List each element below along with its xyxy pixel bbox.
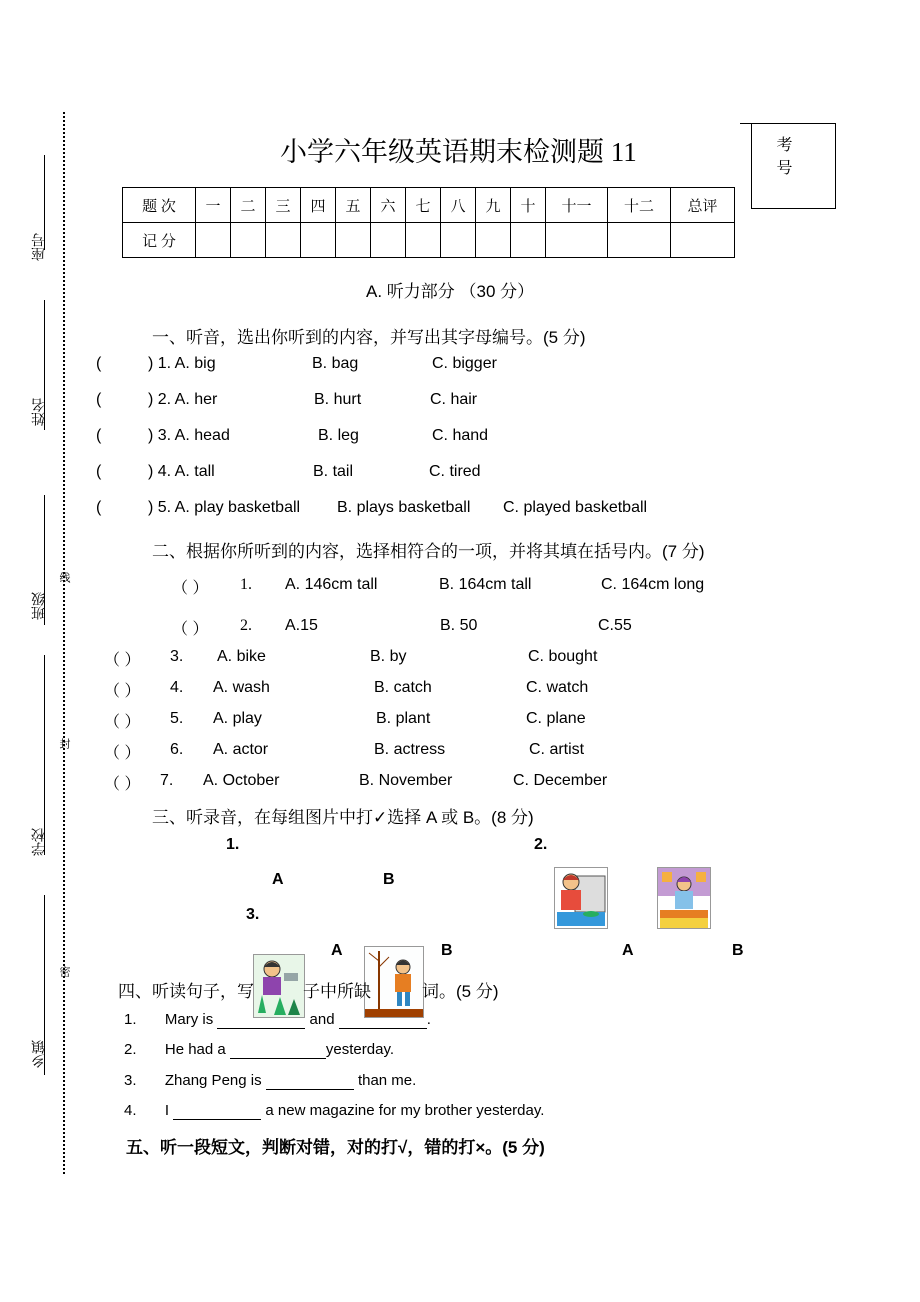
s3-g2-option-b[interactable]: B — [732, 942, 744, 959]
table-cell: 八 — [441, 188, 476, 223]
score-cell[interactable] — [231, 223, 266, 258]
s2-q3-b: B. by — [370, 648, 407, 665]
score-cell[interactable] — [336, 223, 371, 258]
exam-title: 小学六年级英语期末检测题 11 — [280, 137, 637, 167]
s1-q3-a: ) 3. A. head — [148, 427, 230, 444]
s3-group3-num: 3. — [246, 906, 260, 923]
s2-q7-num: 7. — [160, 772, 174, 789]
s2-q4-a: A. wash — [213, 679, 270, 696]
score-cell[interactable] — [671, 223, 735, 258]
score-cell[interactable] — [406, 223, 441, 258]
table-cell: 九 — [476, 188, 511, 223]
section4-heading-right: 词。(5 分) — [422, 982, 499, 1001]
s4-q3-post: than me. — [357, 1072, 417, 1089]
score-cell[interactable] — [266, 223, 301, 258]
s2-q7-a: A. October — [203, 772, 280, 789]
s1-q2-a: ) 2. A. her — [148, 391, 218, 408]
girl-computer-picture — [554, 867, 608, 929]
section1-heading: 一、听音，选出你听到的内容，并写出其字母编号。(5 分) — [152, 328, 586, 347]
table-cell: 五 — [336, 188, 371, 223]
s2-q6-c: C. artist — [529, 741, 585, 758]
s4-q4-pre: I — [164, 1102, 170, 1119]
answer-bracket[interactable]: ( — [96, 391, 102, 408]
s2-q5-c: C. plane — [526, 710, 586, 727]
s1-q4-a: ) 4. A. tall — [148, 463, 215, 480]
s2-q7-c: C. December — [513, 772, 608, 789]
s2-q2-b: B. 50 — [440, 617, 478, 634]
s1-q5-c: C. played basketball — [503, 499, 648, 516]
s4-q1-blank1[interactable] — [217, 1011, 305, 1029]
table-cell: 总评 — [671, 188, 735, 223]
score-cell[interactable] — [511, 223, 546, 258]
s4-q2-post: yesterday. — [325, 1041, 395, 1058]
table-cell: 六 — [371, 188, 406, 223]
s4-q3-pre: Zhang Peng is — [164, 1072, 262, 1089]
s2-q2-num: 2. — [240, 617, 252, 634]
score-cell[interactable] — [608, 223, 671, 258]
score-table-score-row — [123, 223, 735, 258]
part-a-title: A. 听力部分 （30 分） — [366, 282, 535, 301]
s2-q3-num: 3. — [170, 648, 184, 665]
s2-q6-num: 6. — [170, 741, 184, 758]
table-cell: 四 — [301, 188, 336, 223]
s2-q1-num: 1. — [240, 576, 252, 593]
score-table-header-row — [123, 188, 735, 223]
score-cell[interactable] — [546, 223, 608, 258]
table-cell: 十二 — [608, 188, 671, 223]
score-cell[interactable] — [476, 223, 511, 258]
table-cell: 二 — [231, 188, 266, 223]
s2-q3-c: C. bought — [528, 648, 598, 665]
woman-cooking-picture — [657, 867, 711, 929]
s2-q5-a: A. play — [213, 710, 262, 727]
answer-bracket[interactable]: ( — [96, 499, 102, 516]
table-cell: 三 — [266, 188, 301, 223]
s2-q6-a: A. actor — [213, 741, 269, 758]
s4-q2 — [124, 1041, 394, 1059]
class-label: 班级 — [30, 592, 46, 620]
seat-label: 座号 — [30, 233, 46, 261]
table-cell: 十 — [511, 188, 546, 223]
s4-q4-blank[interactable] — [173, 1102, 261, 1120]
s1-q1-a: ) 1. A. big — [148, 355, 216, 372]
s1-q4-c: C. tired — [429, 463, 481, 480]
s3-g3-option-a[interactable]: A — [331, 942, 343, 959]
section2-heading: 二、根据你所听到的内容，选择相符合的一项，并将其填在括号内。(7 分) — [152, 542, 705, 561]
answer-bracket[interactable]: （ ） — [172, 621, 209, 638]
table-cell: 题 次 — [123, 188, 196, 223]
s1-q4-b: B. tail — [313, 463, 354, 480]
s2-q4-num: 4. — [170, 679, 184, 696]
s2-q5-num: 5. — [170, 710, 184, 727]
s4-q4-post: a new magazine for my brother yesterday. — [265, 1102, 545, 1119]
s4-q2-pre: He had a — [164, 1041, 226, 1058]
section4-heading-mid: 子中所缺 — [303, 982, 371, 1001]
s3-g2-option-a[interactable]: A — [622, 942, 634, 959]
section4-heading-left: 四、听读句子，写 — [118, 982, 254, 1001]
planting-trees-picture — [364, 946, 424, 1018]
s4-q2-blank[interactable] — [230, 1041, 326, 1059]
answer-bracket[interactable]: ( — [96, 463, 102, 480]
score-cell[interactable] — [441, 223, 476, 258]
s4-q1-blank2[interactable] — [339, 1011, 427, 1029]
answer-bracket[interactable]: （ ） — [104, 652, 141, 669]
s4-q3-num: 3. — [124, 1072, 137, 1089]
s4-q4-num: 4. — [124, 1102, 137, 1119]
score-cell[interactable] — [371, 223, 406, 258]
school-line — [44, 655, 45, 855]
s2-q1-b: B. 164cm tall — [439, 576, 532, 593]
exam-number-label: 考 号 — [776, 137, 811, 177]
table-cell: 记 分 — [123, 223, 196, 258]
s2-q5-b: B. plant — [376, 710, 431, 727]
table-cell: 七 — [406, 188, 441, 223]
s3-g1-option-a[interactable]: A — [272, 871, 284, 888]
line-mark: 线 — [58, 572, 70, 583]
s3-group2-num: 2. — [534, 836, 548, 853]
binding-dotted-line — [63, 112, 65, 1174]
s4-q1-mid: and — [309, 1011, 335, 1028]
exam-number-box[interactable] — [751, 123, 836, 209]
s1-q1-c: C. bigger — [432, 355, 497, 372]
score-table — [122, 187, 735, 258]
table-cell: 一 — [196, 188, 231, 223]
s4-q1-post: . — [426, 1011, 431, 1028]
answer-bracket[interactable]: （ ） — [104, 683, 141, 700]
school-label: 学校 — [30, 828, 46, 856]
score-cell[interactable] — [196, 223, 231, 258]
s1-q3-b: B. leg — [318, 427, 359, 444]
s3-g3-option-b[interactable]: B — [441, 942, 453, 959]
s1-q2-c: C. hair — [430, 391, 478, 408]
section5-heading: 五、听一段短文，判断对错，对的打√，错的打×。(5 分) — [126, 1138, 545, 1157]
s1-q2-b: B. hurt — [314, 391, 362, 408]
answer-bracket[interactable]: （ ） — [104, 714, 141, 731]
table-cell: 十一 — [546, 188, 608, 223]
s3-g1-option-b[interactable]: B — [383, 871, 395, 888]
s4-q1-num: 1. — [124, 1011, 137, 1028]
s1-q5-a: ) 5. A. play basketball — [148, 499, 301, 516]
s2-q7-b: B. November — [359, 772, 453, 789]
s4-q3 — [124, 1072, 416, 1090]
answer-bracket[interactable]: （ ） — [104, 776, 141, 793]
watering-plants-picture — [253, 954, 305, 1018]
s4-q3-blank[interactable] — [266, 1072, 354, 1090]
s2-q1-a: A. 146cm tall — [285, 576, 378, 593]
answer-bracket[interactable]: （ ） — [172, 580, 209, 597]
town-label: 乡镇 — [30, 1040, 46, 1068]
answer-bracket[interactable]: （ ） — [104, 745, 141, 762]
name-label: 姓名 — [30, 398, 46, 426]
s2-q6-b: B. actress — [374, 741, 446, 758]
s4-q1-pre: Mary is — [164, 1011, 214, 1028]
secret-mark: 密 — [58, 966, 70, 977]
s1-q5-b: B. plays basketball — [337, 499, 471, 516]
s2-q4-b: B. catch — [374, 679, 432, 696]
s3-group1-num: 1. — [226, 836, 240, 853]
s2-q1-c: C. 164cm long — [601, 576, 705, 593]
s4-q2-num: 2. — [124, 1041, 137, 1058]
score-cell[interactable] — [301, 223, 336, 258]
s4-q1 — [124, 1011, 431, 1029]
answer-bracket[interactable]: ( — [96, 427, 102, 444]
section3-heading: 三、听录音，在每组图片中打✓选择 A 或 B。(8 分) — [152, 808, 534, 827]
s2-q2-c: C.55 — [598, 617, 632, 634]
s2-q2-a: A.15 — [285, 617, 318, 634]
answer-bracket[interactable]: ( — [96, 355, 102, 372]
s1-q3-c: C. hand — [432, 427, 489, 444]
s2-q3-a: A. bike — [217, 648, 266, 665]
s1-q1-b: B. bag — [312, 355, 359, 372]
s4-q4 — [124, 1102, 544, 1120]
s2-q4-c: C. watch — [526, 679, 589, 696]
seal-mark: 封 — [58, 738, 70, 749]
